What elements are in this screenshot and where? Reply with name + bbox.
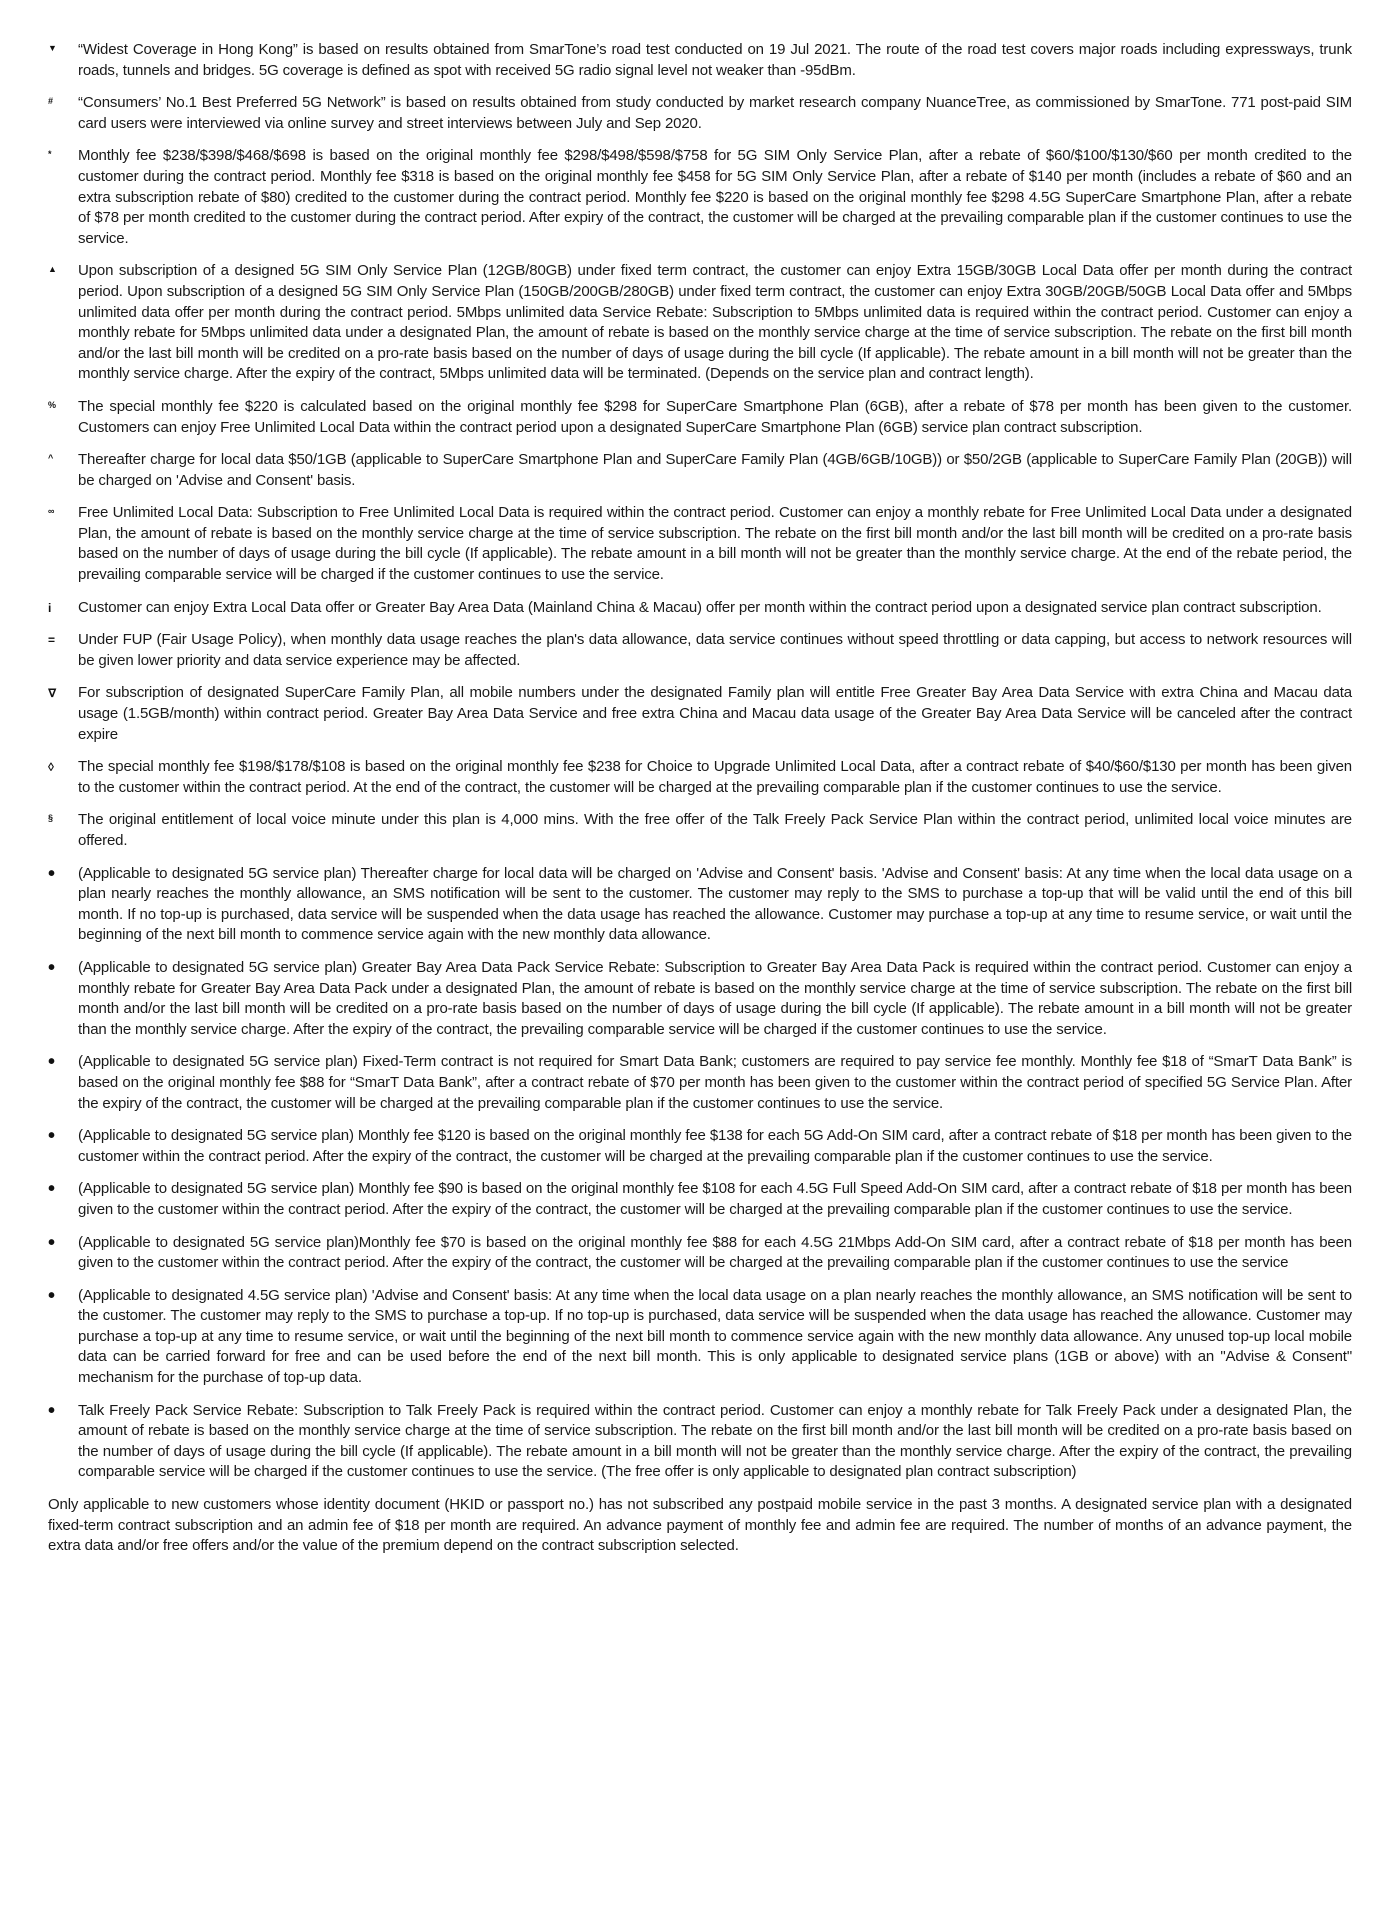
footnote-item	[48, 757, 1352, 798]
footnote-item	[48, 450, 1352, 491]
bullet-marker: •	[48, 1284, 56, 1307]
footnote-text: Free Unlimited Local Data: Subscription to Free Unlimited Local Data is required within the contract period. Customer can enjoy a monthly rebate for Free Unlimited Local Data under a designated Plan, the amount of rebate is based on the monthly service charge at the time of service subscription. The rebate on the first bill month and/or the last bill month will be credited on a pro-rate basis based on the number of days of usage during the bill cycle (If applicable). The rebate amount in a bill month will not be greater than the monthly service charge. At the end of the rebate period, the prevailing comparable service will be charged if the customer continues to use the service.	[78, 504, 1352, 584]
footnote-text: (Applicable to designated 5G service plan) Thereafter charge for local data will be charged on 'Advise and Consent' basis. 'Advise and Consent' basis: At any time when the local data usage on a plan nearly reaches the monthly allowance, an SMS notification will be sent to the customer. The customer may reply to the SMS to purchase a top-up that will be valid until the end of this bill month. If no top-up is purchased, data service will be suspended when the data usage has reached the allowance. Customer may purchase a top-up at any time to resume service, or wait until the beginning of the next bill month to commence service again with the new monthly data allowance.	[78, 864, 1352, 944]
footnote-item	[48, 598, 1352, 619]
footnote-marker: #	[48, 96, 54, 107]
footnote-list	[48, 40, 1352, 1483]
footnote-text: (Applicable to designated 5G service plan) Greater Bay Area Data Pack Service Rebate: Subscription to Greater Bay Area Data Pack is required within the contract period. Customer can enjoy a monthly rebate for Greater Bay Area Data Pack under a designated Plan, the amount of rebate is based on the monthly service charge at the time of service subscription. The rebate on the first bill month and/or the last bill month will be credited on a pro-rate basis based on the number of days of usage during the bill cycle (If applicable). The rebate amount in a bill month will not be greater than the monthly service charge. After the expiry of the contract, the prevailing comparable service will be charged if the customer continues to use the service.	[78, 958, 1352, 1038]
footnote-item	[48, 864, 1352, 946]
footnote-text: For subscription of designated SuperCare Family Plan, all mobile numbers under the designated Family plan will entitle Free Greater Bay Area Data Service with extra China and Macau data usage (1.5GB/month) within contract period. Greater Bay Area Data Service and free extra China and Macau data usage of the Greater Bay Area Data Service will be canceled after the contract expire	[78, 684, 1352, 743]
footnote-item	[48, 1233, 1352, 1274]
footnote-item	[48, 93, 1352, 134]
footnote-item	[48, 40, 1352, 81]
footnote-marker: *	[48, 149, 52, 160]
footnote-marker: ◊	[48, 760, 54, 775]
bullet-marker: •	[48, 1051, 56, 1074]
footnote-item	[48, 1126, 1352, 1167]
footnote-item	[48, 958, 1352, 1040]
footnote-text: Under FUP (Fair Usage Policy), when monthly data usage reaches the plan's data allowance, data service continues without speed throttling or data capping, but access to network resources will be given lower priority and data service experience may be affected.	[78, 631, 1352, 669]
footnote-text: “Consumers’ No.1 Best Preferred 5G Network” is based on results obtained from study conducted by market research company NuanceTree, as commissioned by SmarTone. 771 post-paid SIM card users were interviewed via online survey and street interviews between July and Sep 2020.	[78, 94, 1352, 132]
footnote-item	[48, 397, 1352, 438]
footnote-marker: =	[48, 633, 56, 648]
footnote-item	[48, 1052, 1352, 1114]
footnote-item	[48, 261, 1352, 385]
footnote-text: The special monthly fee $220 is calculated based on the original monthly fee $298 for SuperCare Smartphone Plan (6GB), after a rebate of $78 per month has been given to the customer. Customers can enjoy Free Unlimited Local Data within the contract period upon a designated SuperCare Smartphone Plan (6GB) service plan contract subscription.	[78, 397, 1352, 436]
footnote-text: Monthly fee $238/$398/$468/$698 is based on the original monthly fee $298/$498/$598/$758 for 5G SIM Only Service Plan, after a rebate of $60/$100/$130/$60 per month credited to the customer during the contract period. Monthly fee $318 is based on the original monthly fee $458 for 5G SIM Only Service Plan, after a rebate of $140 per month (includes a rebate of $60 and an extra subscription rebate of $80) credited to the customer during the contract period. Monthly fee $220 is based on the original monthly fee $298 4.5G SuperCare Smartphone Plan, after a rebate of $78 per month credited to the customer during the contract period. After expiry of the contract, the customer will be charged at the prevailing comparable plan if the customer continues to use the service.	[78, 147, 1352, 247]
footnote-text: (Applicable to designated 5G service plan) Fixed-Term contract is not required for Smart Data Bank; customers are required to pay service fee monthly. Monthly fee $18 of “SmarT Data Bank” is based on the original monthly fee $88 for “SmarT Data Bank”, after a contract rebate of $70 per month has been given to the customer within the contract period of specified 5G Service Plan. After the expiry of the contract, the customer will be charged at the prevailing comparable plan if the customer continues to use the service.	[78, 1053, 1352, 1112]
footnote-item	[48, 1179, 1352, 1220]
footnote-marker: ^	[48, 453, 54, 464]
footnote-marker: ▼	[48, 43, 57, 53]
footnote-marker: ∇	[48, 686, 57, 701]
footnote-marker: ∞	[48, 506, 55, 517]
bullet-marker: •	[48, 862, 56, 885]
footnote-text: “Widest Coverage in Hong Kong” is based on results obtained from SmarTone’s road test conducted on 19 Jul 2021. The route of the road test covers major roads including expressways, trunk roads, tunnels and bridges. 5G coverage is defined as spot with received 5G radio signal level not weaker than -95dBm.	[78, 41, 1352, 79]
bullet-marker: •	[48, 1178, 56, 1201]
footnote-marker: i	[48, 600, 52, 615]
footnote-item	[48, 503, 1352, 585]
footnote-item	[48, 683, 1352, 745]
footnote-marker: ▲	[48, 264, 57, 275]
footnote-item	[48, 1401, 1352, 1483]
footnote-text: (Applicable to designated 5G service plan)Monthly fee $70 is based on the original monthly fee $88 for each 4.5G 21Mbps Add-On SIM card, after a contract rebate of $18 per month has been given to the customer within the contract period. After the expiry of the contract, the customer will be charged at the prevailing comparable plan if the customer continues to use the service	[78, 1233, 1352, 1272]
footnote-marker: §	[48, 813, 54, 824]
footnote-text: Thereafter charge for local data $50/1GB (applicable to SuperCare Smartphone Plan and SuperCare Family Plan (4GB/6GB/10GB)) or $50/2GB (applicable to SuperCare Family Plan (20GB)) will be charged on 'Advise and Consent' basis.	[78, 451, 1352, 489]
footnote-text: The special monthly fee $198/$178/$108 is based on the original monthly fee $238 for Choice to Upgrade Unlimited Local Data, after a contract rebate of $40/$60/$130 per month has been given to the customer within the contract period. At the end of the contract, the customer will be charged at the prevailing comparable plan if the customer continues to use the service.	[78, 758, 1352, 796]
footnote-text: (Applicable to designated 5G service plan) Monthly fee $120 is based on the original monthly fee $138 for each 5G Add-On SIM card, after a contract rebate of $18 per month has been given to the customer within the contract period. After the expiry of the contract, the customer will be charged at the prevailing comparable plan if the customer continues to use the service.	[78, 1127, 1352, 1165]
footnote-text: Customer can enjoy Extra Local Data offer or Greater Bay Area Data (Mainland China & Macau) offer per month within the contract period upon a designated service plan contract subscription.	[78, 598, 1322, 616]
eligibility-footer: Only applicable to new customers whose identity document (HKID or passport no.) has not subscribed any postpaid mobile service in the past 3 months. A designated service plan with a designated fixed-term contract subscription and an admin fee of $18 per month are required. An advance payment of monthly fee and admin fee are required. The number of months of an advance payment, the extra data and/or free offers and/or the value of the premium depend on the contract subscription selected.	[48, 1496, 1352, 1555]
footnote-text: (Applicable to designated 4.5G service plan) 'Advise and Consent' basis: At any time when the local data usage on a plan nearly reaches the monthly allowance, an SMS notification will be sent to the customer. The customer may reply to the SMS to purchase a top-up. If no top-up is purchased, data service will be suspended when the data usage has reached the allowance. Customer may purchase a top-up at any time to resume service, or wait until the beginning of the next bill month to commence service again with the new monthly data allowance. Any unused top-up local mobile data can be carried forward for free and can be used before the end of the next bill month. This is only applicable to designated service plans (1GB or above) with an "Advise & Consent" mechanism for the purchase of top-up data.	[78, 1286, 1352, 1387]
footnote-text: Talk Freely Pack Service Rebate: Subscription to Talk Freely Pack is required within the contract period. Customer can enjoy a monthly rebate for Talk Freely Pack under a designated Plan, the amount of rebate is based on the monthly service charge at the time of service subscription. The rebate on the first bill month and/or the last bill month will be credited on a pro-rate basis based on the number of days of usage during the bill cycle (If applicable). The rebate amount in a bill month will not be greater than the monthly service charge. After the expiry of the contract, the prevailing comparable service will be charged if the customer continues to use the service. (The free offer is only applicable to designated plan contract subscription)	[78, 1401, 1352, 1481]
bullet-marker: •	[48, 1125, 56, 1148]
bullet-marker: •	[48, 1231, 56, 1254]
footnote-marker: %	[48, 399, 57, 410]
bullet-marker: •	[48, 956, 56, 979]
footnote-item	[48, 810, 1352, 851]
footnote-item	[48, 146, 1352, 249]
footnote-text: Upon subscription of a designed 5G SIM Only Service Plan (12GB/80GB) under fixed term contract, the customer can enjoy Extra 15GB/30GB Local Data offer per month during the contract period. Upon subscription of a designed 5G SIM Only Service Plan (150GB/200GB/280GB) under fixed term contract, the customer can enjoy Extra 30GB/20GB/50GB Local Data offer and 5Mbps unlimited data offer per month during the contract period. 5Mbps unlimited data Service Rebate: Subscription to 5Mbps unlimited data is required within the contract period. Customer can enjoy a monthly rebate for 5Mbps unlimited data under a designated Plan, the amount of rebate is based on the monthly service charge at the time of service subscription. The rebate on the first bill month and/or the last bill month will be credited on a pro-rate basis based on the number of days of usage during the bill cycle (If applicable). The rebate amount in a bill month will not be greater than the monthly service charge. After the expiry of the contract, 5Mbps unlimited data will be terminated. (Depends on the service plan and contract length).	[78, 262, 1352, 383]
bullet-marker: •	[48, 1399, 56, 1422]
footnote-item	[48, 630, 1352, 671]
footnote-text: (Applicable to designated 5G service plan) Monthly fee $90 is based on the original monthly fee $108 for each 4.5G Full Speed Add-On SIM card, after a contract rebate of $18 per month has been given to the customer within the contract period. After the expiry of the contract, the customer will be charged at the prevailing comparable plan if the customer continues to use the service.	[78, 1180, 1352, 1218]
footnote-text: The original entitlement of local voice minute under this plan is 4,000 mins. With the free offer of the Talk Freely Pack Service Plan within the contract period, unlimited local voice minutes are offered.	[78, 811, 1352, 849]
footnote-item	[48, 1286, 1352, 1389]
